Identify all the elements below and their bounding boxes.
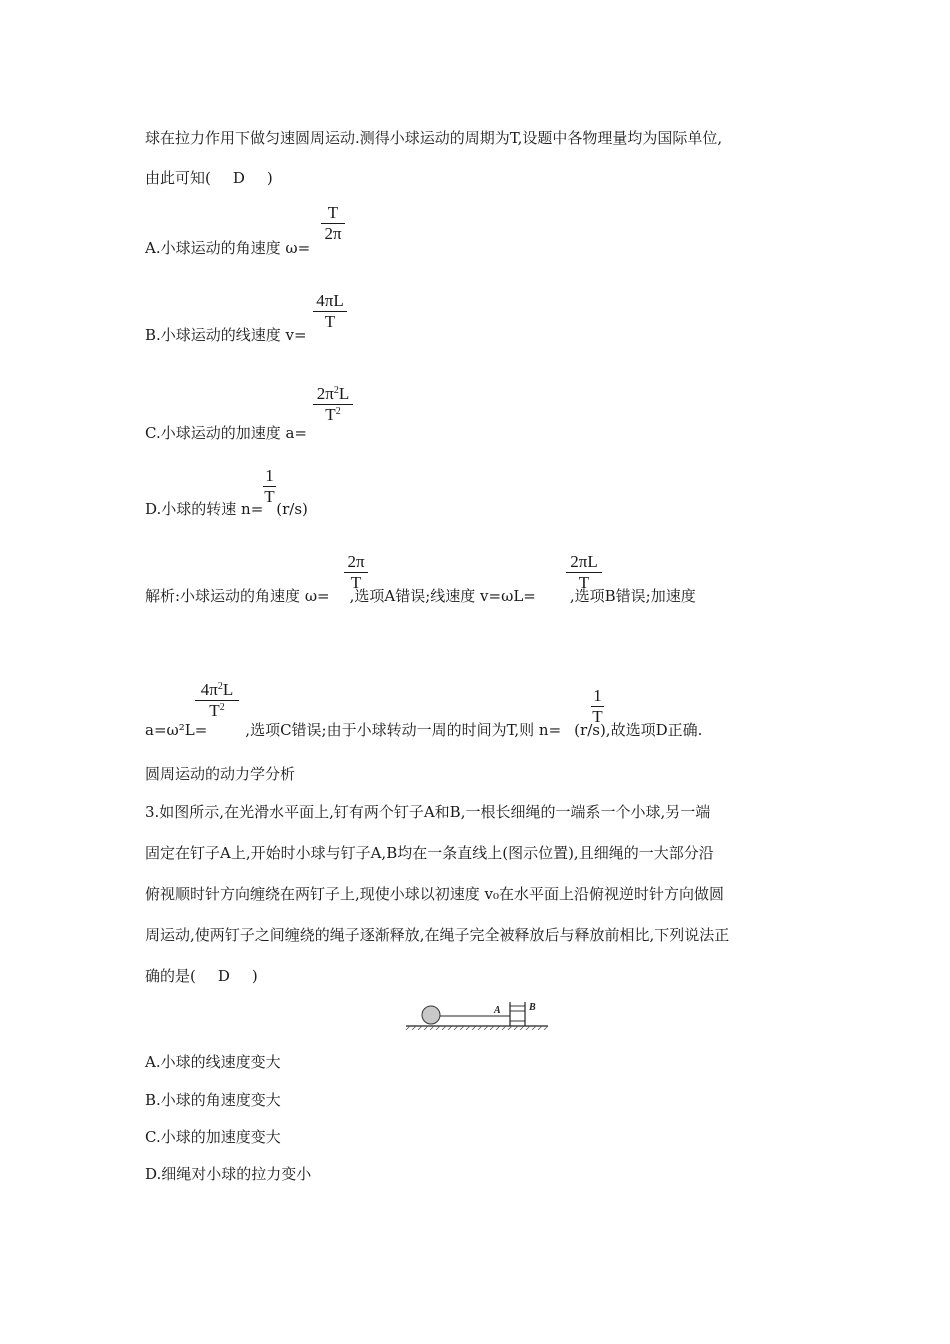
wound-string bbox=[510, 1006, 525, 1021]
option-a-fraction bbox=[321, 203, 345, 244]
answer-bracket-open: 由此可知( bbox=[145, 169, 211, 187]
option-d-unit: (r/s) bbox=[276, 500, 308, 518]
option-b-denominator: T bbox=[324, 312, 336, 331]
option-b-fraction bbox=[313, 291, 347, 332]
option-c-denominator: $T^2$ bbox=[325, 405, 341, 424]
problem-text-line-2 bbox=[145, 168, 273, 188]
analysis-line-2: a=ω²L= ,选项C错误;由于小球转动一周的时间为T,则 n= (r/s),故选项D正确. bbox=[145, 721, 703, 739]
q3-line-1: 3.如图所示,在光滑水平面上,钉有两个钉子A和B,一根长细绳的一端系一个小球,另一端 bbox=[145, 803, 711, 821]
answer-letter: D bbox=[232, 169, 245, 187]
q3-line-4: 周运动,使两钉子之间缠绕的绳子逐渐释放,在绳子完全被释放后与释放前相比,下列说法正 bbox=[145, 926, 730, 944]
choice-a: A.小球的线速度变大 bbox=[145, 1053, 281, 1071]
analysis-fraction-acceleration: $4\pi^2L$ $T^2$ bbox=[195, 680, 239, 721]
analysis-line-1: 解析:小球运动的角速度 ω= ,选项A错误;线速度 v=ωL= ,选项B错误;加速度 bbox=[145, 587, 696, 605]
option-b-numerator: 4πL bbox=[316, 291, 344, 310]
choice-d: D.细绳对小球的拉力变小 bbox=[145, 1165, 312, 1183]
option-d-text: D.小球的转速 n= (r/s) bbox=[145, 500, 308, 518]
option-c-numerator: $2\pi^2L$ bbox=[316, 384, 350, 403]
q3-line-3: 俯视顺时针方向缠绕在两钉子上,现使小球以初速度 v₀在水平面上沿俯视逆时针方向做圆 bbox=[145, 885, 725, 903]
option-d-denominator: T bbox=[264, 487, 275, 506]
section-title: 圆周运动的动力学分析 bbox=[145, 765, 296, 783]
analysis-fraction-omega: 2π T bbox=[344, 552, 368, 593]
problem-text-line-1: 球在拉力作用下做匀速圆周运动.测得小球运动的周期为T,设题中各物理量均为国际单位, bbox=[145, 129, 723, 147]
option-c-text: C.小球运动的加速度 a= bbox=[145, 424, 307, 442]
label-a: A bbox=[494, 1005, 501, 1016]
label-b: B bbox=[529, 1002, 536, 1013]
q3-line-2: 固定在钉子A上,开始时小球与钉子A,B均在一条直线上(图示位置),且细绳的一大部分沿 bbox=[145, 844, 714, 862]
option-a-text: A.小球运动的角速度 ω= bbox=[145, 239, 311, 257]
option-d-fraction bbox=[263, 466, 276, 507]
option-a-numerator: T bbox=[327, 203, 339, 222]
option-c-fraction bbox=[313, 384, 353, 425]
ball bbox=[422, 1006, 440, 1024]
option-d-numerator: 1 bbox=[265, 466, 274, 485]
choice-b: B.小球的角速度变大 bbox=[145, 1091, 281, 1109]
q3-line-5: 确的是( D ) bbox=[145, 967, 258, 985]
analysis-fraction-velocity: 2πL T bbox=[566, 552, 602, 593]
answer-bracket-close: ) bbox=[266, 169, 273, 187]
analysis-fraction-speed: 1 T bbox=[592, 686, 603, 726]
q3-answer-letter: D bbox=[217, 967, 230, 985]
choice-c: C.小球的加速度变大 bbox=[145, 1128, 281, 1146]
option-b-text: B.小球运动的线速度 v= bbox=[145, 326, 307, 344]
option-a-denominator: 2π bbox=[324, 224, 342, 243]
nail-ball-diagram bbox=[404, 996, 552, 1030]
